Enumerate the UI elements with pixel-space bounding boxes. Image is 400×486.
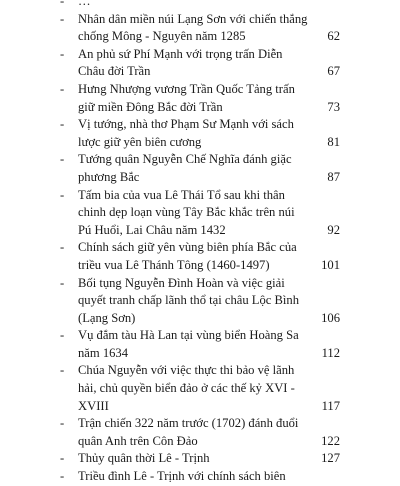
toc-entry-title: Tướng quân Nguyễn Chế Nghĩa đánh giặc phương Bắc <box>78 152 292 184</box>
toc-entry-page-number: 67 <box>327 64 340 79</box>
toc-entry-title: Triều đình Lê - Trịnh với chính sách biên <box>78 469 286 484</box>
toc-entry-page-number: 112 <box>321 345 340 360</box>
toc-entry-title: Thủy quân thời Lê - Trịnh <box>78 451 210 466</box>
toc-entry-page-number: 122 <box>321 433 340 448</box>
toc-entry <box>0 450 400 468</box>
toc-entry-title: Hưng Nhượng vương Trần Quốc Tảng trấn giữ miền Đông Bắc đời Trần <box>78 81 295 114</box>
toc-entry <box>0 0 400 11</box>
toc-entry <box>0 46 400 81</box>
toc-entry-title: Vụ đắm tàu Hà Lan tại vùng biển Hoàng Sa năm 1634 <box>78 328 299 360</box>
toc-entry <box>0 415 400 450</box>
toc-entry-page-number: 106 <box>321 310 340 325</box>
toc-entry <box>0 239 400 274</box>
toc-entry-title: An phủ sứ Phí Mạnh với trọng trấn Diễn Châu đời Trần <box>78 46 283 79</box>
toc-entry <box>0 327 400 362</box>
toc-entry <box>0 468 400 486</box>
toc-entry <box>0 275 400 328</box>
toc-entry-page-number: 73 <box>327 99 340 114</box>
toc-entry <box>0 151 400 186</box>
toc-entry-dash: - <box>60 11 65 26</box>
toc-entry-page-number: 87 <box>327 169 340 184</box>
toc-entry-dash: - <box>60 328 65 343</box>
toc-entry <box>0 81 400 116</box>
toc-entry-title: … <box>78 0 91 8</box>
toc-entry-dash: - <box>60 363 65 378</box>
toc-entry-page-number: 101 <box>321 257 340 272</box>
toc-entry-dash: - <box>60 240 65 255</box>
toc-entry-dash: - <box>60 275 65 290</box>
toc-entry-page-number: 117 <box>321 398 340 413</box>
toc-entry-dash: - <box>60 187 65 202</box>
toc-entry <box>0 116 400 151</box>
toc-entry-page-number: 92 <box>327 222 340 237</box>
toc-entry-dash: - <box>60 0 65 8</box>
toc-entry-page-number: 127 <box>321 451 340 466</box>
toc-entry-dash: - <box>60 152 65 167</box>
toc-entry-dash: - <box>60 469 65 484</box>
toc-entry-page-number: 81 <box>327 134 340 149</box>
toc-entry-title: Chúa Nguyễn với việc thực thi bảo vệ lãnh hải, chủ quyền biển đảo ở các thế kỷ XVI - XVIII <box>78 363 295 413</box>
toc-entry <box>0 187 400 240</box>
toc-entry-dash: - <box>60 451 65 466</box>
toc-entry <box>0 11 400 46</box>
toc-entry <box>0 362 400 415</box>
toc-entry-title: Chính sách giữ yên vùng biên phía Bắc của triều vua Lê Thánh Tông (1460-1497) <box>78 240 297 272</box>
toc-entry-title: Tấm bia của vua Lê Thái Tổ sau khi thân chinh dẹp loạn vùng Tây Bắc khắc trên núi Pú Huổi, Lai Châu năm 1432 <box>78 187 295 237</box>
toc-entry-dash: - <box>60 416 65 431</box>
toc-entry-title: Bối tụng Nguyễn Đình Hoàn và việc giải quyết tranh chấp lãnh thổ tại châu Lộc Bình (Lạng Sơn) <box>78 275 300 325</box>
toc-entry-dash: - <box>60 81 65 96</box>
toc-entry-dash: - <box>60 46 65 61</box>
toc-entry-page-number: 62 <box>327 29 340 44</box>
toc-entry-dash: - <box>60 117 65 132</box>
toc-entry-title: Vị tướng, nhà thơ Phạm Sư Mạnh với sách lược giữ yên biên cương <box>78 117 294 149</box>
toc-entry-title: Nhân dân miền núi Lạng Sơn với chiến thắng chống Mông - Nguyên năm 1285 <box>78 11 308 44</box>
toc-entry-title: Trận chiến 322 năm trước (1702) đánh đuổi quân Anh trên Côn Đảo <box>78 416 299 448</box>
